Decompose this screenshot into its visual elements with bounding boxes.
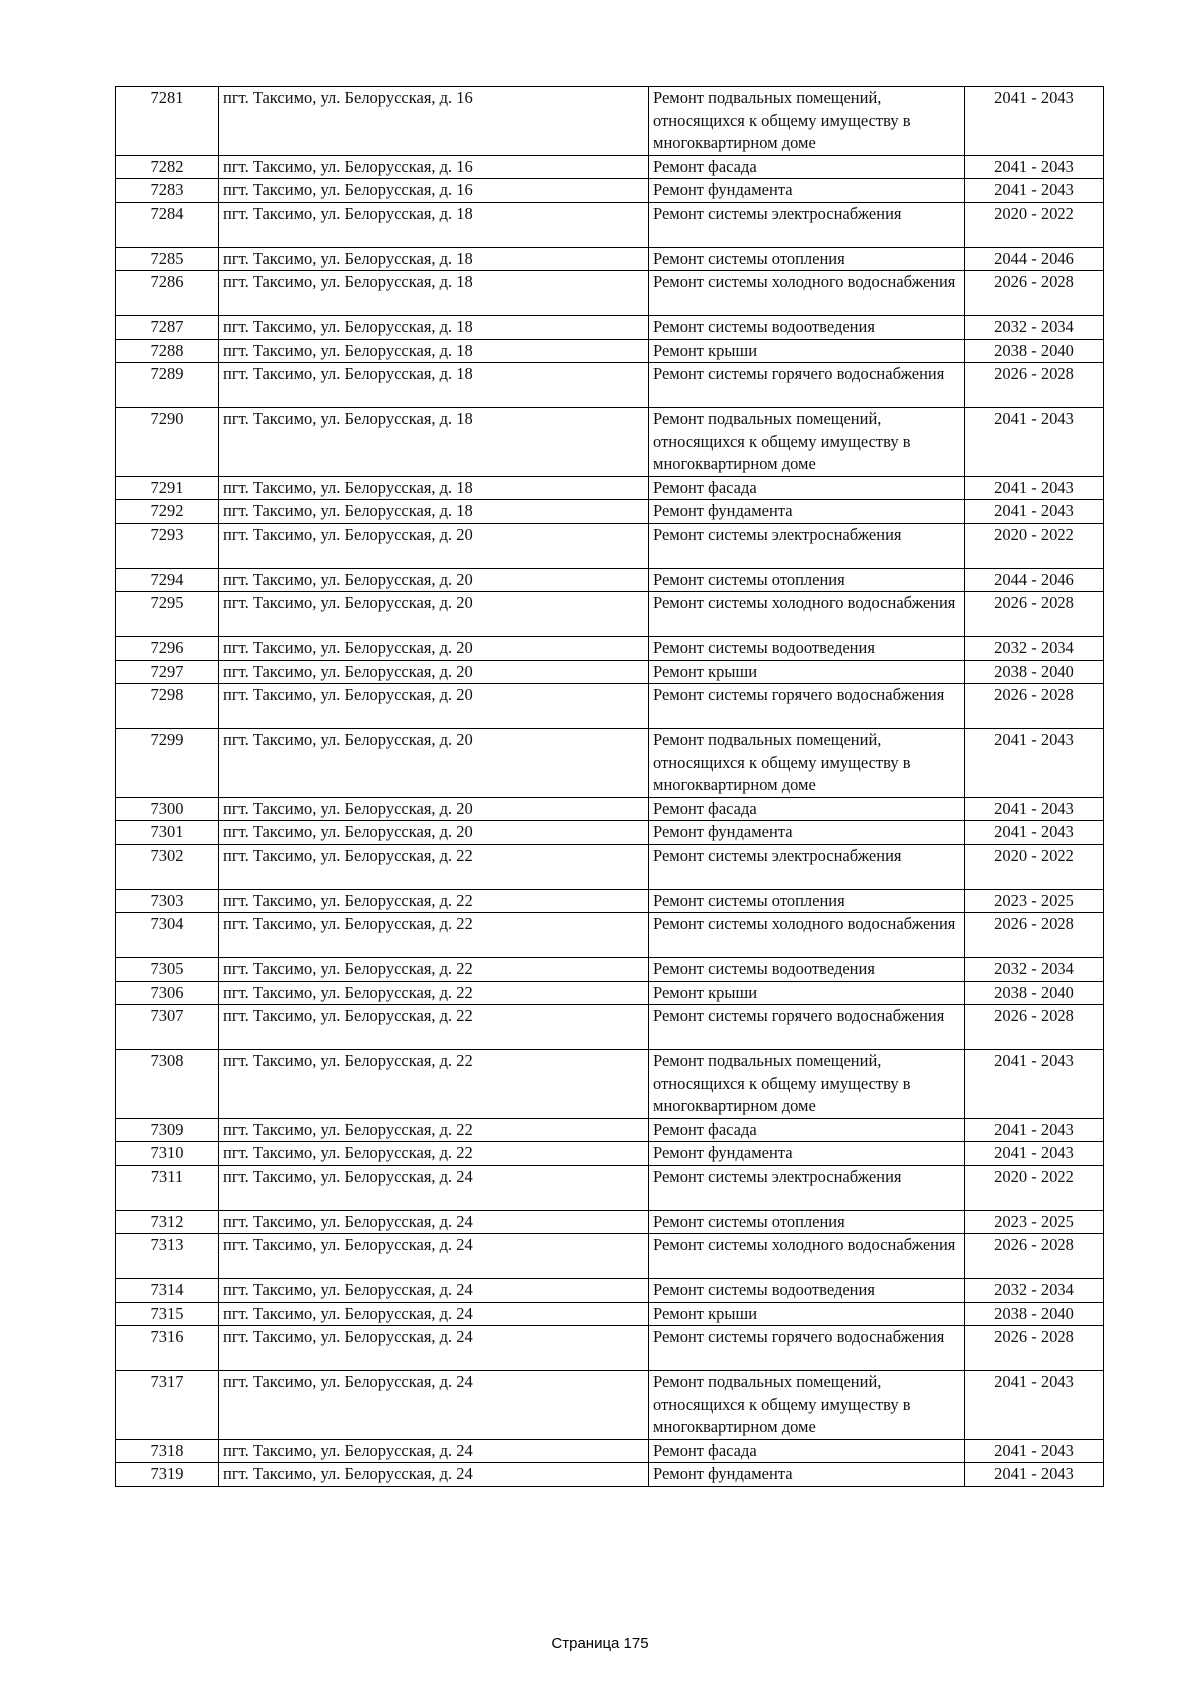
work-type-cell: Ремонт системы горячего водоснабжения	[649, 363, 965, 408]
address-cell: пгт. Таксимо, ул. Белорусская, д. 18	[219, 363, 649, 408]
row-number: 7283	[116, 179, 219, 203]
work-type-cell: Ремонт подвальных помещений, относящихся к общему имуществу в многоквартирном доме	[649, 408, 965, 477]
row-number: 7295	[116, 592, 219, 637]
work-type-cell: Ремонт системы электроснабжения	[649, 523, 965, 568]
row-number: 7312	[116, 1210, 219, 1234]
table-row	[116, 568, 1104, 592]
work-type-cell: Ремонт системы отопления	[649, 247, 965, 271]
table-row	[116, 797, 1104, 821]
address-cell: пгт. Таксимо, ул. Белорусская, д. 18	[219, 408, 649, 477]
address-cell: пгт. Таксимо, ул. Белорусская, д. 20	[219, 660, 649, 684]
row-number: 7282	[116, 155, 219, 179]
period-cell: 2041 - 2043	[965, 179, 1104, 203]
row-number: 7294	[116, 568, 219, 592]
period-cell: 2026 - 2028	[965, 684, 1104, 729]
row-number: 7281	[116, 87, 219, 156]
period-cell: 2041 - 2043	[965, 476, 1104, 500]
period-cell: 2044 - 2046	[965, 247, 1104, 271]
table-row	[116, 1326, 1104, 1371]
table-row	[116, 179, 1104, 203]
address-cell: пгт. Таксимо, ул. Белорусская, д. 20	[219, 523, 649, 568]
work-type-cell: Ремонт фасада	[649, 1118, 965, 1142]
table-row	[116, 729, 1104, 798]
period-cell: 2026 - 2028	[965, 1234, 1104, 1279]
row-number: 7317	[116, 1371, 219, 1440]
address-cell: пгт. Таксимо, ул. Белорусская, д. 20	[219, 684, 649, 729]
table-row	[116, 247, 1104, 271]
row-number: 7298	[116, 684, 219, 729]
address-cell: пгт. Таксимо, ул. Белорусская, д. 20	[219, 797, 649, 821]
table-row	[116, 1005, 1104, 1050]
period-cell: 2041 - 2043	[965, 797, 1104, 821]
period-cell: 2041 - 2043	[965, 1439, 1104, 1463]
work-type-cell: Ремонт системы водоотведения	[649, 637, 965, 661]
address-cell: пгт. Таксимо, ул. Белорусская, д. 18	[219, 247, 649, 271]
period-cell: 2026 - 2028	[965, 913, 1104, 958]
period-cell: 2038 - 2040	[965, 339, 1104, 363]
period-cell: 2032 - 2034	[965, 316, 1104, 340]
table-row	[116, 1142, 1104, 1166]
row-number: 7316	[116, 1326, 219, 1371]
period-cell: 2032 - 2034	[965, 1279, 1104, 1303]
table-row	[116, 660, 1104, 684]
table-row	[116, 592, 1104, 637]
period-cell: 2038 - 2040	[965, 660, 1104, 684]
work-type-cell: Ремонт системы отопления	[649, 889, 965, 913]
table-row	[116, 155, 1104, 179]
row-number: 7285	[116, 247, 219, 271]
address-cell: пгт. Таксимо, ул. Белорусская, д. 20	[219, 568, 649, 592]
table-row	[116, 889, 1104, 913]
period-cell: 2020 - 2022	[965, 1165, 1104, 1210]
table-body	[116, 87, 1104, 1487]
address-cell: пгт. Таксимо, ул. Белорусская, д. 18	[219, 316, 649, 340]
work-type-cell: Ремонт подвальных помещений, относящихся к общему имуществу в многоквартирном доме	[649, 87, 965, 156]
address-cell: пгт. Таксимо, ул. Белорусская, д. 16	[219, 155, 649, 179]
table-row	[116, 87, 1104, 156]
row-number: 7286	[116, 271, 219, 316]
table-row	[116, 844, 1104, 889]
row-number: 7314	[116, 1279, 219, 1303]
row-number: 7307	[116, 1005, 219, 1050]
table-row	[116, 1463, 1104, 1487]
table-row	[116, 408, 1104, 477]
work-type-cell: Ремонт системы отопления	[649, 568, 965, 592]
row-number: 7305	[116, 958, 219, 982]
work-type-cell: Ремонт фундамента	[649, 500, 965, 524]
row-number: 7287	[116, 316, 219, 340]
table-row	[116, 981, 1104, 1005]
work-type-cell: Ремонт системы горячего водоснабжения	[649, 684, 965, 729]
address-cell: пгт. Таксимо, ул. Белорусская, д. 24	[219, 1165, 649, 1210]
period-cell: 2026 - 2028	[965, 363, 1104, 408]
work-type-cell: Ремонт системы горячего водоснабжения	[649, 1326, 965, 1371]
address-cell: пгт. Таксимо, ул. Белорусская, д. 20	[219, 637, 649, 661]
address-cell: пгт. Таксимо, ул. Белорусская, д. 22	[219, 913, 649, 958]
address-cell: пгт. Таксимо, ул. Белорусская, д. 22	[219, 981, 649, 1005]
work-type-cell: Ремонт системы водоотведения	[649, 316, 965, 340]
work-type-cell: Ремонт фундамента	[649, 1142, 965, 1166]
period-cell: 2020 - 2022	[965, 202, 1104, 247]
work-type-cell: Ремонт системы холодного водоснабжения	[649, 1234, 965, 1279]
row-number: 7301	[116, 821, 219, 845]
work-type-cell: Ремонт фасада	[649, 476, 965, 500]
address-cell: пгт. Таксимо, ул. Белорусская, д. 22	[219, 958, 649, 982]
work-type-cell: Ремонт фасада	[649, 155, 965, 179]
address-cell: пгт. Таксимо, ул. Белорусская, д. 24	[219, 1279, 649, 1303]
table-row	[116, 476, 1104, 500]
work-type-cell: Ремонт фундамента	[649, 1463, 965, 1487]
work-type-cell: Ремонт системы водоотведения	[649, 958, 965, 982]
address-cell: пгт. Таксимо, ул. Белорусская, д. 22	[219, 844, 649, 889]
row-number: 7310	[116, 1142, 219, 1166]
table-row	[116, 1279, 1104, 1303]
period-cell: 2038 - 2040	[965, 1302, 1104, 1326]
work-type-cell: Ремонт крыши	[649, 339, 965, 363]
row-number: 7304	[116, 913, 219, 958]
address-cell: пгт. Таксимо, ул. Белорусская, д. 24	[219, 1234, 649, 1279]
table-row	[116, 821, 1104, 845]
row-number: 7292	[116, 500, 219, 524]
row-number: 7289	[116, 363, 219, 408]
address-cell: пгт. Таксимо, ул. Белорусская, д. 20	[219, 729, 649, 798]
row-number: 7311	[116, 1165, 219, 1210]
address-cell: пгт. Таксимо, ул. Белорусская, д. 18	[219, 202, 649, 247]
work-type-cell: Ремонт системы горячего водоснабжения	[649, 1005, 965, 1050]
work-type-cell: Ремонт фасада	[649, 797, 965, 821]
row-number: 7299	[116, 729, 219, 798]
period-cell: 2041 - 2043	[965, 500, 1104, 524]
period-cell: 2032 - 2034	[965, 958, 1104, 982]
period-cell: 2026 - 2028	[965, 1005, 1104, 1050]
page-number: Страница 175	[551, 1635, 649, 1652]
address-cell: пгт. Таксимо, ул. Белорусская, д. 24	[219, 1463, 649, 1487]
table-row	[116, 202, 1104, 247]
address-cell: пгт. Таксимо, ул. Белорусская, д. 16	[219, 87, 649, 156]
work-type-cell: Ремонт крыши	[649, 660, 965, 684]
work-type-cell: Ремонт подвальных помещений, относящихся к общему имуществу в многоквартирном доме	[649, 1050, 965, 1119]
address-cell: пгт. Таксимо, ул. Белорусская, д. 18	[219, 271, 649, 316]
row-number: 7313	[116, 1234, 219, 1279]
address-cell: пгт. Таксимо, ул. Белорусская, д. 18	[219, 476, 649, 500]
table-row	[116, 1439, 1104, 1463]
table-row	[116, 1234, 1104, 1279]
address-cell: пгт. Таксимо, ул. Белорусская, д. 20	[219, 592, 649, 637]
period-cell: 2044 - 2046	[965, 568, 1104, 592]
period-cell: 2026 - 2028	[965, 271, 1104, 316]
work-type-cell: Ремонт фундамента	[649, 179, 965, 203]
address-cell: пгт. Таксимо, ул. Белорусская, д. 18	[219, 339, 649, 363]
period-cell: 2038 - 2040	[965, 981, 1104, 1005]
work-type-cell: Ремонт системы электроснабжения	[649, 844, 965, 889]
table-row	[116, 363, 1104, 408]
table-row	[116, 1050, 1104, 1119]
work-type-cell: Ремонт крыши	[649, 981, 965, 1005]
table-row	[116, 339, 1104, 363]
work-type-cell: Ремонт подвальных помещений, относящихся к общему имуществу в многоквартирном доме	[649, 1371, 965, 1440]
period-cell: 2020 - 2022	[965, 844, 1104, 889]
row-number: 7290	[116, 408, 219, 477]
period-cell: 2041 - 2043	[965, 87, 1104, 156]
address-cell: пгт. Таксимо, ул. Белорусская, д. 18	[219, 500, 649, 524]
address-cell: пгт. Таксимо, ул. Белорусская, д. 24	[219, 1326, 649, 1371]
row-number: 7284	[116, 202, 219, 247]
row-number: 7293	[116, 523, 219, 568]
row-number: 7303	[116, 889, 219, 913]
address-cell: пгт. Таксимо, ул. Белорусская, д. 24	[219, 1210, 649, 1234]
period-cell: 2032 - 2034	[965, 637, 1104, 661]
work-type-cell: Ремонт системы холодного водоснабжения	[649, 592, 965, 637]
work-type-cell: Ремонт системы водоотведения	[649, 1279, 965, 1303]
row-number: 7319	[116, 1463, 219, 1487]
address-cell: пгт. Таксимо, ул. Белорусская, д. 20	[219, 821, 649, 845]
work-type-cell: Ремонт системы отопления	[649, 1210, 965, 1234]
table-row	[116, 1210, 1104, 1234]
period-cell: 2023 - 2025	[965, 1210, 1104, 1234]
row-number: 7315	[116, 1302, 219, 1326]
period-cell: 2041 - 2043	[965, 821, 1104, 845]
table-row	[116, 271, 1104, 316]
table-row	[116, 316, 1104, 340]
period-cell: 2041 - 2043	[965, 408, 1104, 477]
work-type-cell: Ремонт системы электроснабжения	[649, 202, 965, 247]
address-cell: пгт. Таксимо, ул. Белорусская, д. 22	[219, 1005, 649, 1050]
address-cell: пгт. Таксимо, ул. Белорусская, д. 22	[219, 1050, 649, 1119]
table-row	[116, 913, 1104, 958]
period-cell: 2041 - 2043	[965, 1050, 1104, 1119]
period-cell: 2041 - 2043	[965, 155, 1104, 179]
period-cell: 2041 - 2043	[965, 729, 1104, 798]
period-cell: 2041 - 2043	[965, 1142, 1104, 1166]
address-cell: пгт. Таксимо, ул. Белорусская, д. 24	[219, 1302, 649, 1326]
table-row	[116, 637, 1104, 661]
row-number: 7296	[116, 637, 219, 661]
period-cell: 2026 - 2028	[965, 1326, 1104, 1371]
table-row	[116, 1118, 1104, 1142]
address-cell: пгт. Таксимо, ул. Белорусская, д. 24	[219, 1371, 649, 1440]
table-row	[116, 684, 1104, 729]
period-cell: 2020 - 2022	[965, 523, 1104, 568]
table-row	[116, 523, 1104, 568]
work-type-cell: Ремонт системы холодного водоснабжения	[649, 271, 965, 316]
address-cell: пгт. Таксимо, ул. Белорусская, д. 16	[219, 179, 649, 203]
table-row	[116, 1371, 1104, 1440]
row-number: 7288	[116, 339, 219, 363]
work-type-cell: Ремонт фасада	[649, 1439, 965, 1463]
work-type-cell: Ремонт фундамента	[649, 821, 965, 845]
period-cell: 2041 - 2043	[965, 1118, 1104, 1142]
address-cell: пгт. Таксимо, ул. Белорусская, д. 22	[219, 1142, 649, 1166]
work-type-cell: Ремонт системы холодного водоснабжения	[649, 913, 965, 958]
work-type-cell: Ремонт системы электроснабжения	[649, 1165, 965, 1210]
row-number: 7297	[116, 660, 219, 684]
row-number: 7302	[116, 844, 219, 889]
period-cell: 2026 - 2028	[965, 592, 1104, 637]
address-cell: пгт. Таксимо, ул. Белорусская, д. 24	[219, 1439, 649, 1463]
repair-schedule-table	[115, 86, 1104, 1487]
table-row	[116, 1302, 1104, 1326]
row-number: 7300	[116, 797, 219, 821]
work-type-cell: Ремонт крыши	[649, 1302, 965, 1326]
row-number: 7306	[116, 981, 219, 1005]
address-cell: пгт. Таксимо, ул. Белорусская, д. 22	[219, 1118, 649, 1142]
work-type-cell: Ремонт подвальных помещений, относящихся к общему имуществу в многоквартирном доме	[649, 729, 965, 798]
row-number: 7309	[116, 1118, 219, 1142]
table-row	[116, 1165, 1104, 1210]
period-cell: 2041 - 2043	[965, 1463, 1104, 1487]
address-cell: пгт. Таксимо, ул. Белорусская, д. 22	[219, 889, 649, 913]
row-number: 7318	[116, 1439, 219, 1463]
row-number: 7291	[116, 476, 219, 500]
row-number: 7308	[116, 1050, 219, 1119]
table-row	[116, 958, 1104, 982]
table-row	[116, 500, 1104, 524]
period-cell: 2041 - 2043	[965, 1371, 1104, 1440]
period-cell: 2023 - 2025	[965, 889, 1104, 913]
